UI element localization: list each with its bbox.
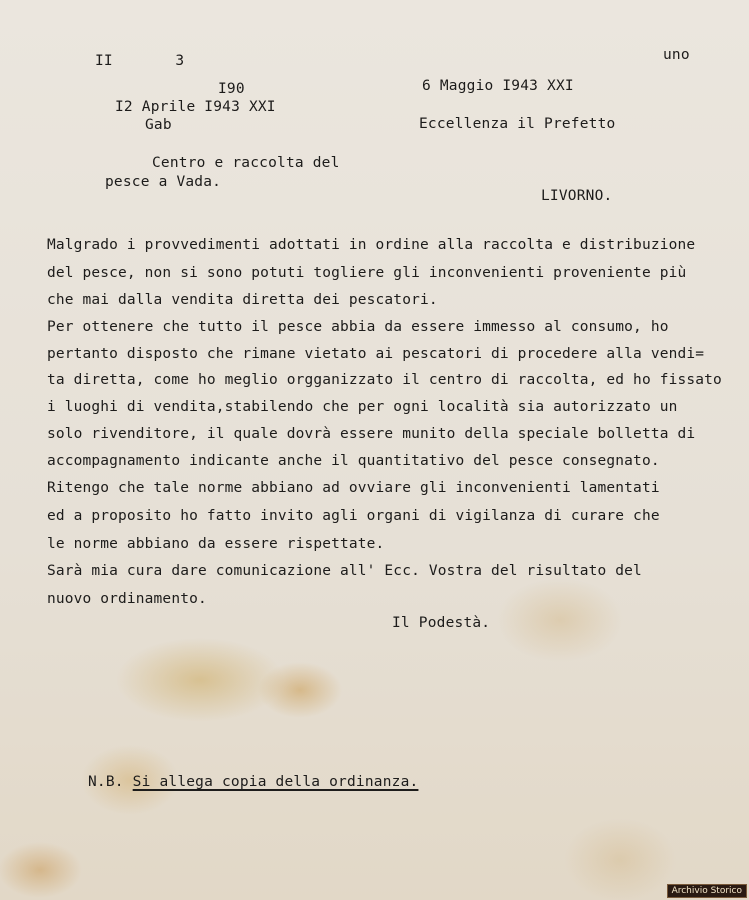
recipient-city: LIVORNO. bbox=[541, 188, 613, 204]
reference-numbers: II 3 bbox=[95, 53, 185, 69]
recipient: Eccellenza il Prefetto bbox=[419, 116, 616, 132]
body-line: solo rivenditore, il quale dovrà essere munito della speciale bolletta di bbox=[47, 426, 696, 442]
protocol-date: I2 Aprile I943 XXI bbox=[115, 99, 276, 115]
body-line: Malgrado i provvedimenti adottati in ordine alla raccolta e distribuzione bbox=[47, 237, 696, 253]
body-line: del pesce, non si sono potuti togliere gli inconvenienti proveniente più bbox=[47, 265, 687, 281]
body-line: Ritengo che tale norme abbiano ad ovviare gli inconvenienti lamentati bbox=[47, 480, 660, 496]
body-line: i luoghi di vendita,stabilendo che per ogni località sia autorizzato un bbox=[47, 399, 678, 415]
body-line: le norme abbiano da essere rispettate. bbox=[47, 536, 385, 552]
subject-line-2: pesce a Vada. bbox=[105, 174, 222, 190]
note-prefix: N.B. bbox=[88, 774, 124, 790]
protocol-office: Gab bbox=[145, 117, 172, 133]
body-line: pertanto disposto che rimane vietato ai pescatori di procedere alla vendi= bbox=[47, 346, 705, 362]
archive-watermark: Archivio Storico bbox=[667, 884, 747, 898]
reference-number-left: I90 bbox=[218, 81, 245, 97]
body-line: Sarà mia cura dare comunicazione all' Ecc. Vostra del risultato del bbox=[47, 563, 642, 579]
letter-date: 6 Maggio I943 XXI bbox=[422, 78, 574, 94]
subject-line-1: Centro e raccolta del bbox=[152, 155, 340, 171]
body-line: ta diretta, come ho meglio orgganizzato il centro di raccolta, ed ho fissato bbox=[47, 372, 722, 388]
page-word: uno bbox=[663, 47, 690, 63]
note-text: Si allega copia della ordinanza. bbox=[132, 774, 419, 790]
signature: Il Podestà. bbox=[392, 615, 491, 631]
body-line: ed a proposito ho fatto invito agli organi di vigilanza di curare che bbox=[47, 508, 660, 524]
note bbox=[88, 773, 418, 791]
body-line: che mai dalla vendita diretta dei pescatori. bbox=[47, 292, 438, 308]
body-line: accompagnamento indicante anche il quantitativo del pesce consegnato. bbox=[47, 453, 660, 469]
body-line: nuovo ordinamento. bbox=[47, 591, 207, 607]
body-line: Per ottenere che tutto il pesce abbia da essere immesso al consumo, ho bbox=[47, 319, 669, 335]
